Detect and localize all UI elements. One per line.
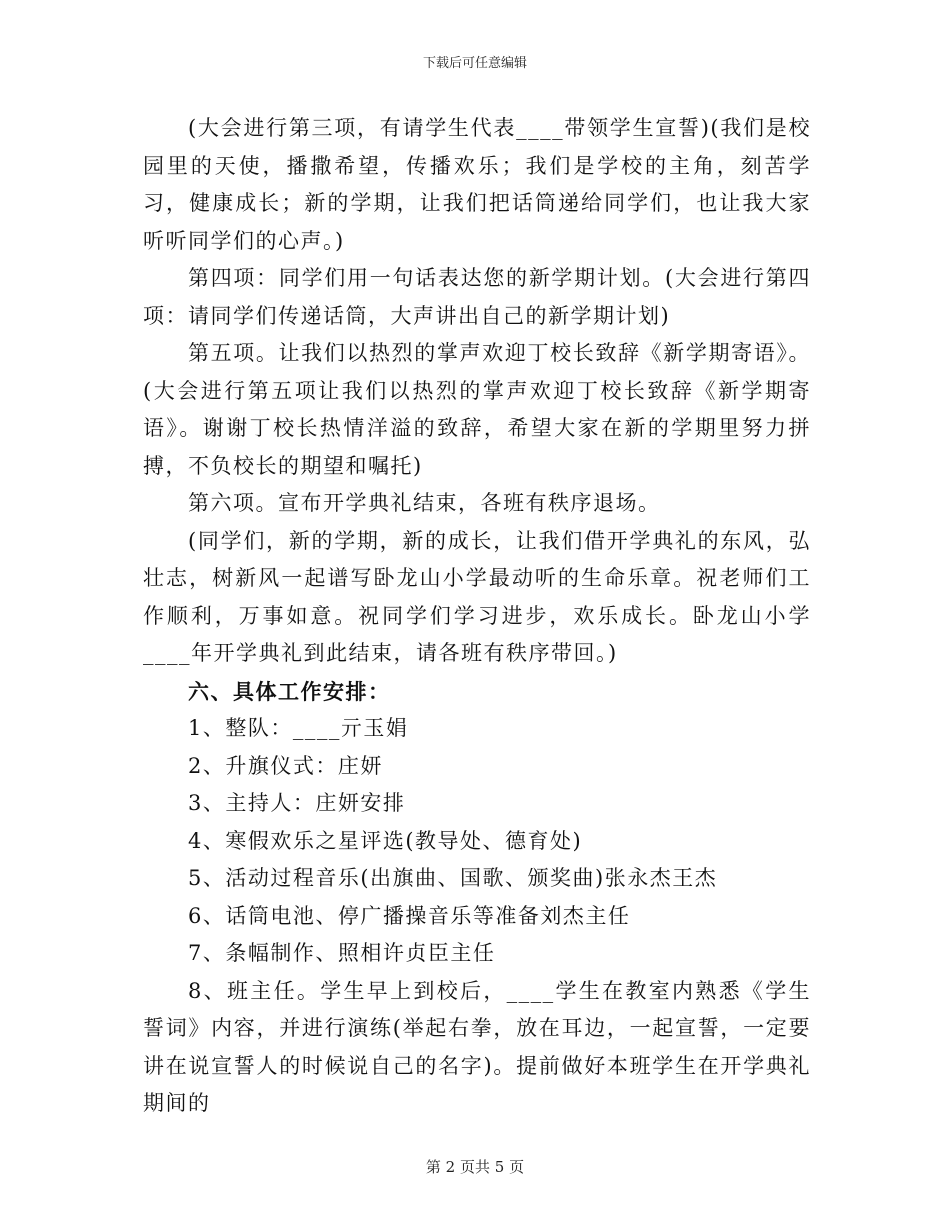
paragraph-closing: (同学们，新的学期，新的成长，让我们借开学典礼的东风，弘壮志，树新风一起谱写卧龙山小学最动听的生命乐章。祝老师们工作顺利，万事如意。祝同学们学习进步，欢乐成长。卧龙山小学____年开学典礼到此结束，请各班有秩序带回。) xyxy=(143,528,811,665)
paragraph-item-six: 第六项。宣布开学典礼结束，各班有秩序退场。 xyxy=(188,491,661,515)
list-item: 6、话筒电池、停广播操音乐等准备刘杰主任 xyxy=(188,903,631,928)
paragraph-item-four: 第四项：同学们用一句话表达您的新学期计划。(大会进行第四项：请同学们传递话筒，大声讲出自己的新学期计划) xyxy=(143,266,811,328)
list-item: 2、升旗仪式：庄妍 xyxy=(188,753,383,778)
page-header: 下载后可任意编辑 xyxy=(422,56,527,71)
page-footer: 第 2 页共 5 页 xyxy=(425,1158,525,1176)
document-body xyxy=(143,110,811,1123)
section-heading: 六、具体工作安排： xyxy=(188,678,391,704)
list-item: 5、活动过程音乐(出旗曲、国歌、颁奖曲)张永杰王杰 xyxy=(188,866,718,890)
paragraph-item-five: 第五项。让我们以热烈的掌声欢迎丁校长致辞《新学期寄语》。(大会进行第五项让我们以热烈的掌声欢迎丁校长致辞《新学期寄语》。谢谢丁校长热情洋溢的致辞，希望大家在新的学期里努力拼搏，不负校长的期望和嘱托) xyxy=(143,341,811,478)
list-item: 7、条幅制作、照相许贞臣主任 xyxy=(188,941,496,965)
list-item: 4、寒假欢乐之星评选(教导处、德育处) xyxy=(188,828,583,853)
list-item: 1、整队：____亓玉娟 xyxy=(188,716,409,740)
list-item: 3、主持人：庄妍安排 xyxy=(188,791,406,815)
paragraph-oath: (大会进行第三项，有请学生代表____带领学生宣誓)(我们是校园里的天使，播撒希望，传播欢乐；我们是学校的主角，刻苦学习，健康成长；新的学期，让我们把话筒递给同学们，也让我大家听听同学们的心声。) xyxy=(143,116,811,253)
paragraph-class-teacher: 8、班主任。学生早上到校后，____学生在教室内熟悉《学生誓词》内容，并进行演练(举起右拳，放在耳边，一起宣誓，一定要讲在说宣誓人的时候说自己的名字)。提前做好本班学生在开学典礼期间的 xyxy=(143,978,811,1115)
